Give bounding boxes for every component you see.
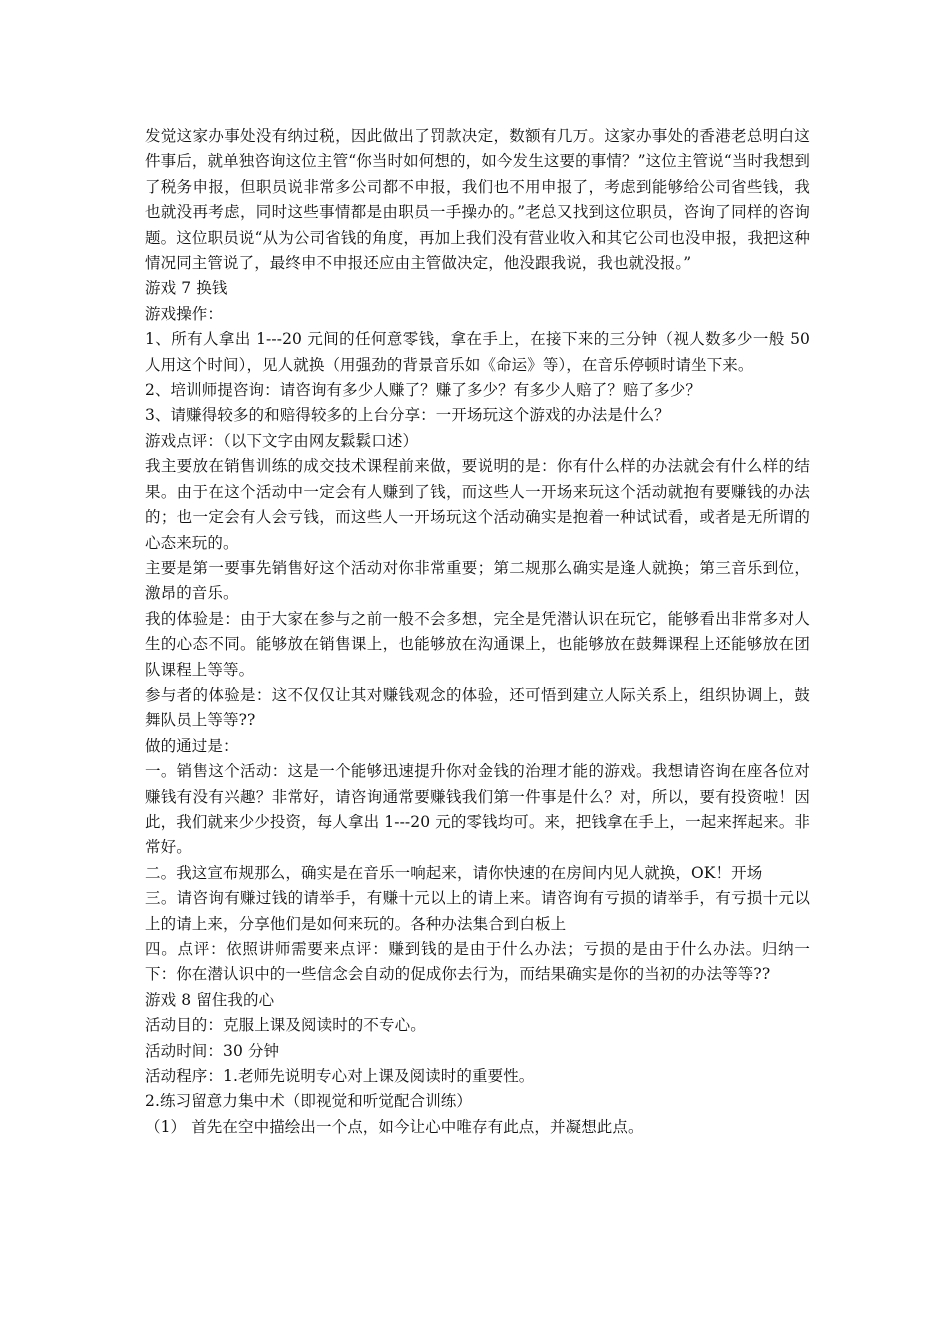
label-game-operation: 游戏操作： <box>145 304 224 323</box>
activity-step-2-1: （1） 首先在空中描绘出一个点，如今让心中唯存有此点，并凝想此点。 <box>145 1117 644 1136</box>
step-3: 3、请赚得较多的和赔得较多的上台分享：一开场玩这个游戏的办法是什么？ <box>145 406 670 425</box>
activity-step-2: 2.练习留意力集中术（即视觉和听觉配合训练） <box>145 1092 472 1111</box>
paragraph-review-1: 我主要放在销售训练的成交技术课程前来做，要说明的是：你有什么样的办法就会有什么样的结果。由于在这个活动中一定会有人赚到了钱，而这些人一开场来玩这个活动就抱有要赚钱的办法的；也一定会有人会亏钱，而这些人一开场玩这个活动确实是抱着一种试试看，或者是无所谓的心态来玩的。 <box>145 457 810 552</box>
activity-goal: 活动目的：克服上课及阅读时的不专心。 <box>145 1016 426 1035</box>
procedure-1: 一。销售这个活动：这是一个能够迅速提升你对金钱的治理才能的游戏。我想请咨询在座各位对赚钱有没有兴趣？非常好，请咨询通常要赚钱我们第一件事是什么？对，所以，要有投资啦！因此，我们就来少少投资，每人拿出 1---20 元的零钱均可。来，把钱拿在手上，一起来挥起来。非常好。 <box>145 762 810 857</box>
paragraph-tax-story: 发觉这家办事处没有纳过税，因此做出了罚款决定，数额有几万。这家办事处的香港老总明白这件事后，就单独咨询这位主管“你当时如何想的，如今发生这要的事情？”这位主管说“当时我想到了税务申报，但职员说非常多公司都不申报，我们也不用申报了，考虑到能够给公司省些钱，我也就没再考虑，同时这些事情都是由职员一手操办的。”老总又找到这位职员，咨询了同样的咨询题。这位职员说“从为公司省钱的角度，再加上我们没有营业收入和其它公司也没申报，我把这种情况同主管说了，最终申不申报还应由主管做决定，他没跟我说，我也就没报。” <box>145 127 810 273</box>
body-text <box>145 124 810 1140</box>
heading-game-8: 游戏 8 留住我的心 <box>145 990 275 1009</box>
step-1: 1、所有人拿出 1---20 元间的任何意零钱，拿在手上，在接下来的三分钟（视人数多少一般 50 人用这个时间），见人就换（用强劲的背景音乐如《命运》等），在音乐停顿时请坐下来。 <box>145 330 810 374</box>
activity-time: 活动时间：30 分钟 <box>145 1041 280 1060</box>
paragraph-review-2: 主要是第一要事先销售好这个活动对你非常重要；第二规那么确实是逢人就换；第三音乐到位，激昂的音乐。 <box>145 558 810 603</box>
activity-procedure: 活动程序：1.老师先说明专心对上课及阅读时的重要性。 <box>145 1067 535 1086</box>
paragraph-my-experience: 我的体验是：由于大家在参与之前一般不会多想，完全是凭潜认识在玩它，能够看出非常多对人生的心态不同。能够放在销售课上，也能够放在沟通课上，也能够放在鼓舞课程上还能够放在团队课程上等等。 <box>145 609 810 679</box>
label-game-review: 游戏点评：（以下文字由网友鬏鬏口述） <box>145 431 419 450</box>
procedure-3: 三。请咨询有赚过钱的请举手，有赚十元以上的请上来。请咨询有亏损的请举手，有亏损十元以上的请上来，分享他们是如何来玩的。各种办法集合到白板上 <box>145 889 810 933</box>
procedure-4: 四。点评：依照讲师需要来点评：赚到钱的是由于什么办法；亏损的是由于什么办法。归纳一下：你在潜认识中的一些信念会自动的促成你去行为，而结果确实是你的当初的办法等等?? <box>145 940 810 984</box>
heading-game-7: 游戏 7 换钱 <box>145 279 228 298</box>
step-2: 2、培训师提咨询：请咨询有多少人赚了？赚了多少？有多少人赔了？赔了多少？ <box>145 381 701 400</box>
label-procedure: 做的通过是： <box>145 736 239 755</box>
procedure-2: 二。我这宣布规那么，确实是在音乐一响起来，请你快速的在房间内见人就换，OK！开场 <box>145 863 763 882</box>
paragraph-participant-experience: 参与者的体验是：这不仅仅让其对赚钱观念的体验，还可悟到建立人际关系上，组织协调上，鼓舞队员上等等?? <box>145 685 810 730</box>
